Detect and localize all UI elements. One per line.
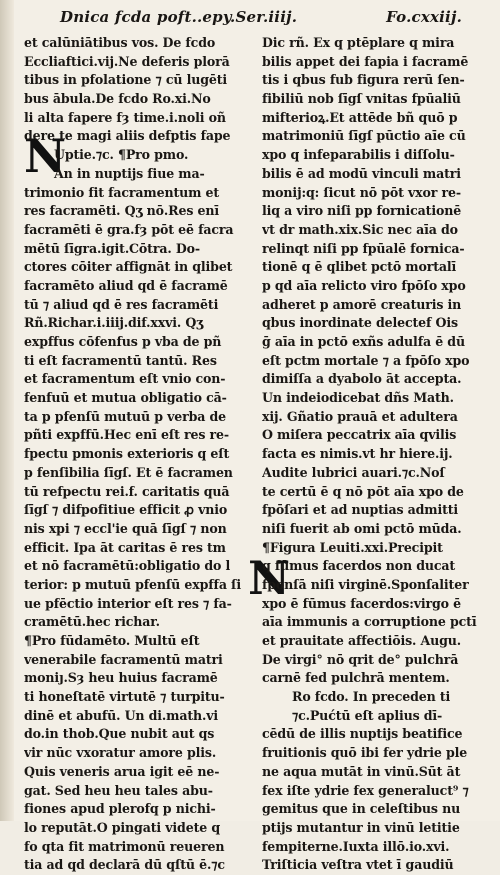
text-line: expffus cōfenfus p vba de pñ — [24, 334, 222, 349]
text-line: ſīgſ ⁊ difpofitiue efficit ꝓ vnio — [24, 502, 228, 518]
text-line: tionē q ē qlibet pctō mortalī — [262, 259, 457, 275]
text-line: Audite lubrici auari.⁊c.Noſ — [262, 464, 445, 480]
text-line: fex iſte ydrie fex generaluct⁹ ⁊ — [262, 782, 469, 798]
text-line: res facramēti. Qʒ nō.Res enī — [24, 203, 220, 219]
text-line: ti eſt facramentū tantū. Res — [24, 352, 217, 368]
text-line: An in nuptijs fiue ma- — [54, 165, 205, 181]
text-line: facramēti ē gra.fȝ pōt eē facra — [24, 221, 234, 237]
text-line: bus ābula.De fcdo Ro.xi.No — [24, 91, 211, 107]
text-line: ne aqua mutāt in vinū.Sūt āt — [262, 763, 461, 779]
text-line: do.in thob.Que nubit aut qs — [24, 726, 215, 742]
text-line: ¶Pro fūdamēto. Multū eſt — [24, 633, 200, 648]
text-line: ctores cōiter affignāt in qlibet — [24, 259, 233, 275]
text-line: ḡ aīa in pctō exñs adulfa ē dū — [262, 334, 465, 349]
text-line: mētū ſīgra.igit.Cōtra. Do- — [24, 240, 200, 256]
text-line: gemitus que in celeſtibus nu — [262, 801, 461, 817]
drop-cap-initial: N — [248, 551, 291, 605]
text-line: xpo ē fūmus facerdos:virgo ē — [262, 595, 462, 611]
text-line: carnē fed pulchrā mentem. — [262, 670, 450, 686]
text-line: pñti expffū.Hec enī eſt res re- — [24, 427, 229, 443]
text-line: liq a viro niſi pp fornicationē — [262, 203, 462, 219]
text-line: dimiſſa a dyabolo āt accepta. — [262, 371, 462, 387]
right-column — [262, 34, 480, 875]
text-line: qbus inordinate delectef Ois — [262, 315, 458, 331]
text-line: ta p pfenſū mutuū p verba de — [24, 408, 227, 424]
text-line: p fenſibilia ſīgſ. Et ē facramen — [24, 464, 233, 480]
text-columns — [24, 34, 480, 875]
text-line: fiones apud plerofq p nichi- — [24, 801, 216, 817]
text-line: lo reputāt.O pingati videte q — [24, 819, 221, 835]
text-line: efficit. Ipa āt caritas ē res tm — [24, 539, 226, 555]
text-line: et facramentum eſt vnio con- — [24, 371, 226, 387]
text-line: tū refpectu rei.f. caritatis quā — [24, 483, 230, 499]
running-title: Dnica fcda poft..epy.Ser.iiij. — [60, 8, 298, 26]
text-line: fenfuū et mutua obligatio cā- — [24, 390, 227, 406]
text-line: Quis veneris arua igit eē ne- — [24, 763, 220, 779]
text-line: ¶Figura Leuiti.xxi.Precipit — [262, 539, 443, 555]
text-line: vir nūc vxoratur amore plis. — [24, 745, 217, 761]
text-line: adheret p amorē creaturis in — [262, 296, 462, 312]
text-line: terior: p mutuū pfenſū expffa ſi — [24, 576, 241, 592]
text-line: tis i qbus fub figura rerū ſen- — [262, 72, 465, 88]
text-line: tū ⁊ aliud qd ē res facramēti — [24, 296, 219, 312]
text-line: ⁊c.Pućtū eſt aplius dī- — [292, 707, 443, 723]
text-line: eſt pctm mortale ⁊ a fpōſo xpo — [262, 352, 470, 368]
text-line: dere te magi aliis defptis fape — [24, 128, 231, 144]
text-line: fponſā niſi virginē.Sponſaliter — [262, 576, 469, 592]
text-line: et calūniātibus vos. De fcdo — [24, 35, 216, 50]
text-line: bilis ē ad modū vinculi matri — [262, 165, 461, 181]
left-column — [24, 34, 242, 875]
text-line: facramēto aliud qd ē facramē — [24, 277, 228, 293]
text-line: dinē et abufū. Un di.math.vi — [24, 707, 219, 723]
text-line: facta es nimis.vt hr hiere.ij. — [262, 446, 453, 462]
folio-number: Fo.cxxiij. — [386, 8, 462, 26]
text-line: trimonio fit facramentum et — [24, 184, 220, 200]
text-line: Ro fcdo. In preceden ti — [292, 689, 451, 705]
text-line: q fūmus facerdos non ducat — [262, 558, 456, 574]
text-line: cēdū de illis nuptijs beatifice — [262, 726, 463, 742]
text-line: aīa immunis a corruptione pctī — [262, 614, 477, 630]
text-line: Un indeiodicebat dñs Math. — [262, 390, 454, 406]
text-line: tibus in pfolatione ⁊ cū lugēti — [24, 72, 228, 88]
text-line: O miſera peccatrix aīa qvilis — [262, 427, 457, 443]
text-line: niſi fuerit ab omi pctō mūda. — [262, 520, 462, 536]
text-line: relinqt niſi pp fpūalē fornica- — [262, 240, 465, 256]
text-line: venerabile facramentū matri — [24, 651, 223, 667]
text-line: ptijs mutantur in vinū letitie — [262, 819, 460, 835]
text-line: matrimoniū ſīgſ pūctio aīe cū — [262, 128, 466, 144]
text-line: bilis appet dei fapia i facramē — [262, 53, 469, 69]
text-line: xij. Gñatio prauā et adultera — [262, 408, 458, 424]
text-line: Rñ.Richar.i.iiij.dif.xxvi. Qʒ — [24, 315, 204, 331]
page-header — [60, 4, 462, 30]
text-line: fpōſari et ad nuptias admitti — [262, 502, 459, 518]
text-line: cramētū.hec richar. — [24, 614, 160, 630]
text-line: nis xpi ⁊ eccl'ie quā ſīgſ ⁊ non — [24, 520, 227, 536]
text-line: moniȷ.Sȝ heu huius facramē — [24, 670, 218, 686]
text-line: fo qta fit matrimonū reueren — [24, 838, 225, 854]
text-line: ue pfēctio interior eſt res ⁊ fa- — [24, 595, 232, 611]
text-line: fpectu pmonis exterioris q eſt — [24, 446, 230, 462]
text-line: vt dr math.xix.Sic nec aīa do — [262, 221, 458, 237]
text-line: ti honeſtatē virtutē ⁊ turpitu- — [24, 689, 225, 705]
drop-cap-initial: N — [24, 129, 67, 183]
text-line: Dic rñ. Ex q ptēplare q mira — [262, 35, 455, 50]
text-line: tia ad qd declarā dū qſtū ē.⁊c — [24, 857, 225, 873]
text-line: Uptie.⁊c. ¶Pro pmo. — [54, 147, 189, 163]
text-line: fibiliū nob ſīgſ vnitas fpūaliū — [262, 91, 461, 107]
text-line: xpo q infeparabilis i diſſolu- — [262, 147, 455, 163]
text-line: gat. Sed heu heu tales abu- — [24, 782, 213, 798]
text-line: fruitionis quō ibi fer ydrie ple — [262, 745, 468, 761]
text-line: li alta fapere fȝ time.i.noli oñ — [24, 109, 226, 125]
text-line: te certū ē q nō pōt aīa xpo de — [262, 483, 464, 499]
text-line: De virgi° nō qrit de° pulchrā — [262, 651, 459, 667]
text-line: Eccliaftici.vij.Ne deferis plorā — [24, 53, 230, 69]
text-line: monij:q: ſicut nō pōt vxor re- — [262, 184, 461, 200]
text-line: p qd aīa relicto viro fpōſo xpo — [262, 277, 466, 293]
text-line: fempiterne.Iuxta illō.io.xvi. — [262, 838, 450, 854]
text-line: et nō facramētū:obligatio do l — [24, 558, 231, 574]
text-line: Triſticia veſtra vtet ī gaudiū — [262, 857, 454, 873]
text-line: et prauitate affectiōis. Augu. — [262, 633, 462, 648]
text-line: mifterioꝝ.Et attēde bñ quō p — [262, 109, 458, 125]
